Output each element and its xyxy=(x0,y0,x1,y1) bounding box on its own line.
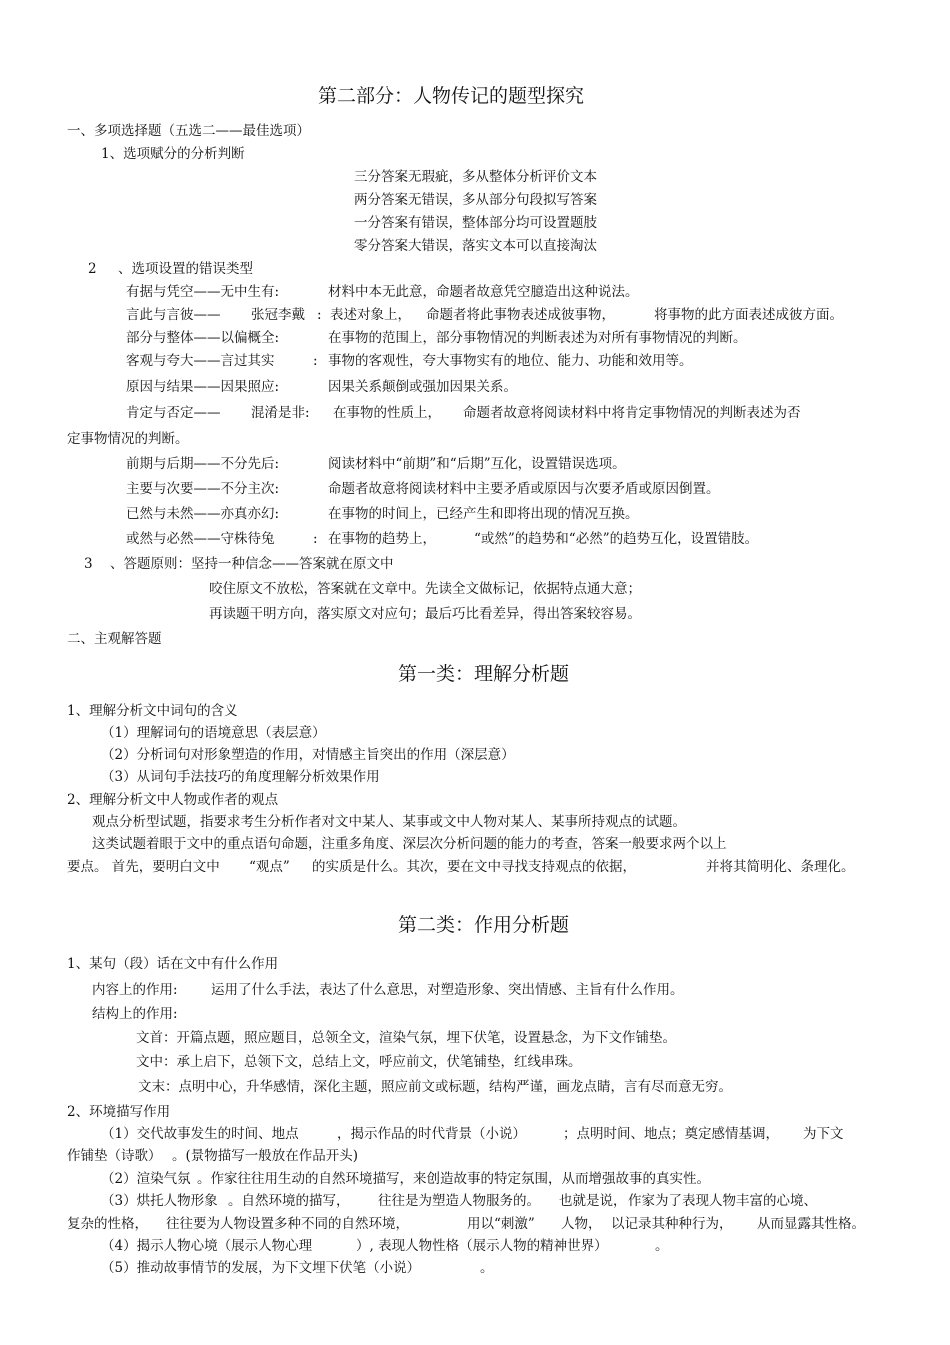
env-text: （2）渲染气氛 xyxy=(101,1171,191,1187)
principle-line: 咬住原文不放松，答案就在文章中。先读全文做标记，依据特点通大意； xyxy=(209,581,641,597)
env-text: 。(景物描写一般放在作品开头) xyxy=(172,1148,359,1164)
error-type-desc: 命题者故意将阅读材料中主要矛盾或原因与次要矛盾或原因倒置。 xyxy=(328,481,720,497)
structure-line: 文首：开篇点题，照应题目，总领全文，渲染气氛，埋下伏笔，设置悬念，为下文作铺垫。 xyxy=(136,1030,676,1046)
category-point: （1）理解词句的语境意思（表层意） xyxy=(101,725,326,741)
env-text: 。自然环境的描写， xyxy=(228,1193,350,1209)
paragraph-line: 这类试题着眼于文中的重点语句命题，注重多角度、深层次分析问题的能力的考查，答案一般要求两个以上 xyxy=(92,836,727,852)
env-text: 人物， xyxy=(561,1216,602,1232)
section-heading-multiple-choice: 一、多项选择题（五选二——最佳选项） xyxy=(67,123,310,139)
env-text: 以记录其种种行为， xyxy=(611,1216,733,1232)
subheading-principles: 、答题原则：坚持一种信念——答案就在原文中 xyxy=(110,556,394,572)
error-type-label-mid: 混淆是非: xyxy=(251,405,310,421)
error-type-desc: 阅读材料中“前期”和“后期”互化，设置错误选项。 xyxy=(328,456,626,472)
env-text: ）, 表现人物性格（展示人物的精神世界） xyxy=(356,1238,608,1254)
env-text: ，揭示作品的时代背景（小说） xyxy=(337,1126,526,1142)
error-type-desc: 命题者故意将阅读材料中将肯定事物情况的判断表述为否 xyxy=(463,405,801,421)
role-label: 内容上的作用: xyxy=(92,982,178,998)
paragraph-line: 观点分析型试题，指要求考生分析作者对文中某人、某事或文中人物对某人、某事所持观点的试题。 xyxy=(92,814,686,830)
error-type-desc: 表述对象上， xyxy=(330,307,411,323)
category-point: （2）分析词句对形象塑造的作用，对情感主旨突出的作用（深层意） xyxy=(101,747,515,763)
error-type-desc: 在事物的趋势上， xyxy=(328,531,436,547)
error-type-label: 已然与未然——亦真亦幻: xyxy=(126,506,280,522)
category-item: 2、理解分析文中人物或作者的观点 xyxy=(67,792,279,808)
category-title: 第一类：理解分析题 xyxy=(398,663,570,685)
page-title: 第二部分：人物传记的题型探究 xyxy=(318,85,585,107)
subheading-number: 2 xyxy=(88,261,97,277)
error-type-label: 言此与言彼—— xyxy=(126,307,221,323)
category-item: 2、环境描写作用 xyxy=(67,1104,171,1120)
paragraph-line: 的实质是什么。其次，要在文中寻找支持观点的依据， xyxy=(312,859,636,875)
error-type-label-mid: 张冠李戴 xyxy=(251,307,305,323)
error-type-desc: 在事物的性质上， xyxy=(333,405,441,421)
error-type-desc-cont: 定事物情况的判断。 xyxy=(67,431,189,447)
subheading-error-types: 、选项设置的错误类型 xyxy=(118,261,253,277)
error-type-desc: 事物的客观性，夸大事物实有的地位、能力、功能和效用等。 xyxy=(328,353,693,369)
env-text: 。 xyxy=(480,1260,494,1276)
paragraph-line: “观点” xyxy=(249,859,290,875)
error-type-label: 部分与整体——以偏概全: xyxy=(126,330,280,346)
env-text: 往往要为人物设置多种不同的自然环境， xyxy=(166,1216,409,1232)
env-text: （1）交代故事发生的时间、地点 xyxy=(101,1126,299,1142)
subheading-scoring: 1、选项赋分的分析判断 xyxy=(101,146,245,162)
paragraph-line: 要点。 首先，要明白文中 xyxy=(67,859,220,875)
error-type-label: 有据与凭空——无中生有: xyxy=(126,284,280,300)
error-type-desc: 命题者将此事物表述成彼事物， xyxy=(426,307,615,323)
error-type-label: 原因与结果——因果照应: xyxy=(126,379,280,395)
env-text: 为下文 xyxy=(803,1126,844,1142)
env-text: （4）揭示人物心境（展示人物心理 xyxy=(101,1238,313,1254)
error-type-label: 或然与必然——守株待兔 xyxy=(126,531,275,547)
scoring-line: 零分答案大错误，落实文本可以直接淘汰 xyxy=(354,238,597,254)
principle-line: 再读题干明方向，落实原文对应句；最后巧比看差异，得出答案较容易。 xyxy=(209,606,641,622)
section-heading-subjective: 二、主观解答题 xyxy=(67,631,162,647)
error-type-desc: 因果关系颠倒或强加因果关系。 xyxy=(328,379,517,395)
env-text: 用以“刺激” xyxy=(467,1216,535,1232)
env-text: ；点明时间、地点；奠定感情基调， xyxy=(563,1126,779,1142)
env-text: （5）推动故事情节的发展，为下文埋下伏笔（小说） xyxy=(101,1260,421,1276)
error-type-desc: 在事物的范围上，部分事物情况的判断表述为对所有事物情况的判断。 xyxy=(328,330,747,346)
error-type-desc: 在事物的时间上，已经产生和即将出现的情况互换。 xyxy=(328,506,639,522)
category-point: （3）从词句手法技巧的角度理解分析效果作用 xyxy=(101,769,380,785)
structure-line: 文末：点明中心，升华感情，深化主题，照应前文或标题，结构严谨，画龙点睛，言有尽而意无穷。 xyxy=(138,1079,732,1095)
env-text: 从而显露其性格。 xyxy=(757,1216,865,1232)
role-desc: 运用了什么手法，表达了什么意思，对塑造形象、突出情感、主旨有什么作用。 xyxy=(211,982,684,998)
error-type-colon: : xyxy=(313,353,318,369)
env-text: 复杂的性格， xyxy=(67,1216,148,1232)
env-text: 。作家往往用生动的自然环境描写，来创造故事的特定氛围，从而增强故事的真实性。 xyxy=(197,1171,710,1187)
error-type-desc: 将事物的此方面表述成彼方面。 xyxy=(654,307,843,323)
error-type-colon: : xyxy=(317,307,322,323)
category-item: 1、某句（段）话在文中有什么作用 xyxy=(67,956,279,972)
env-text: 往往是为塑造人物服务的。 xyxy=(378,1193,540,1209)
env-text: （3）烘托人物形象 xyxy=(101,1193,218,1209)
env-text: 也就是说， xyxy=(559,1193,627,1209)
error-type-label: 主要与次要——不分主次: xyxy=(126,481,280,497)
error-type-desc: 材料中本无此意，命题者故意凭空臆造出这种说法。 xyxy=(328,284,639,300)
scoring-line: 两分答案无错误，多从部分句段拟写答案 xyxy=(354,192,597,208)
env-text: 作铺垫（诗歌） xyxy=(67,1148,162,1164)
scoring-line: 一分答案有错误，整体部分均可设置题肢 xyxy=(354,215,597,231)
paragraph-line: 并将其简明化、条理化。 xyxy=(706,859,855,875)
role-label: 结构上的作用: xyxy=(92,1006,178,1022)
structure-line: 文中：承上启下，总领下文，总结上文，呼应前文，伏笔铺垫，红线串珠。 xyxy=(136,1054,582,1070)
category-item: 1、理解分析文中词句的含义 xyxy=(67,703,238,719)
scoring-line: 三分答案无瑕疵，多从整体分析评价文本 xyxy=(354,169,597,185)
env-text: 作家为了表现人物丰富的心境、 xyxy=(628,1193,817,1209)
category-title: 第二类：作用分析题 xyxy=(398,914,570,936)
subheading-number: 3 xyxy=(84,556,93,572)
env-text: 。 xyxy=(655,1238,669,1254)
error-type-label: 前期与后期——不分先后: xyxy=(126,456,280,472)
error-type-colon: : xyxy=(313,531,318,547)
error-type-label: 客观与夸大——言过其实 xyxy=(126,353,275,369)
error-type-label: 肯定与否定—— xyxy=(126,405,221,421)
error-type-desc: “或然”的趋势和“必然”的趋势互化，设置错肢。 xyxy=(474,531,759,547)
